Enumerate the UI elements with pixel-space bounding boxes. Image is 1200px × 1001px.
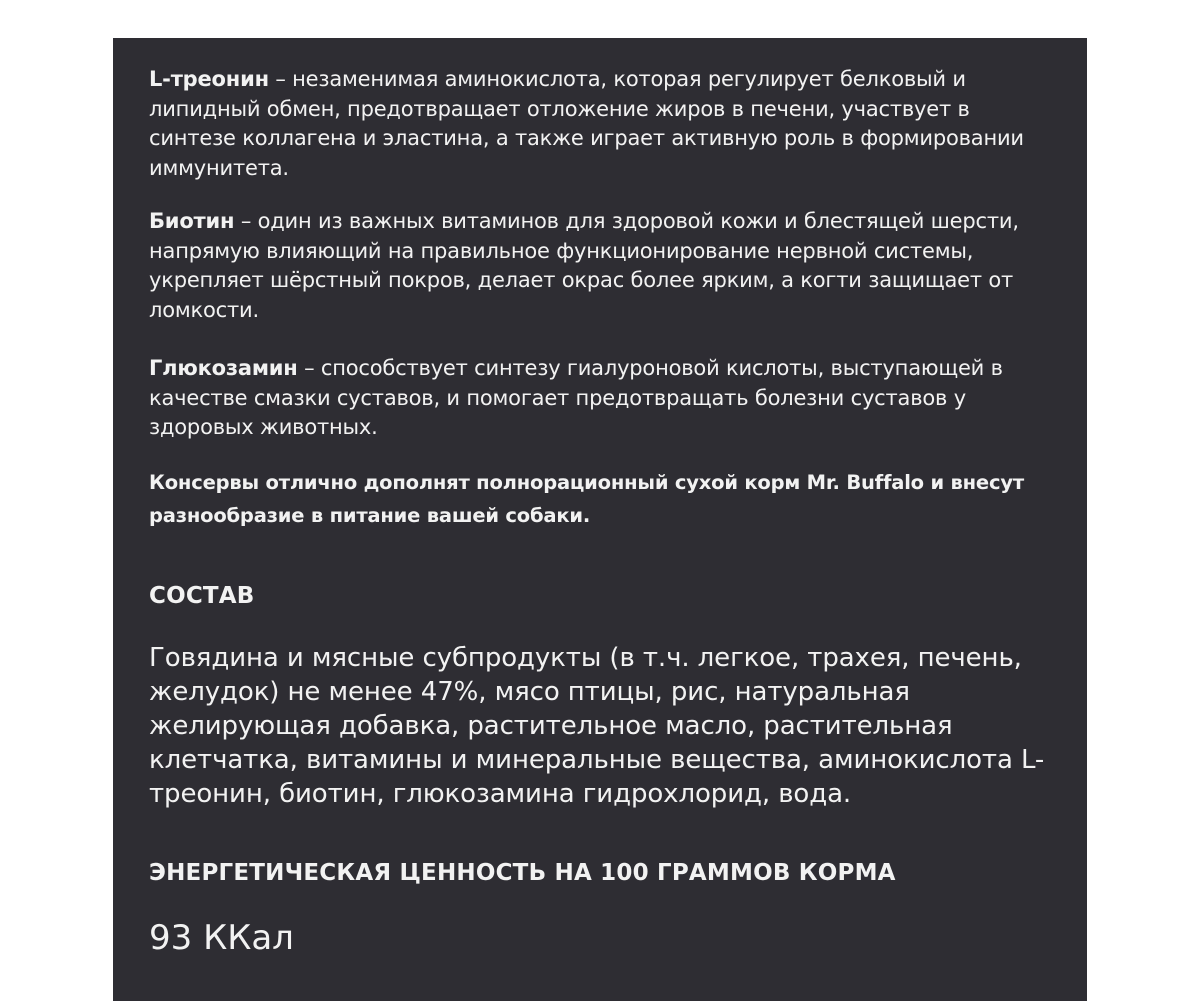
composition-text: Говядина и мясные субпродукты (в т.ч. легкое, трахея, печень, желудок) не менее 47%, мясо птицы, рис, натуральная желирующая добавка, растительное масло, растительная клетчатка, витамины и минеральные вещества, аминокислота L-треонин, биотин, глюкозамина гидрохлорид, вода. bbox=[149, 643, 1045, 809]
biotin-term: Биотин bbox=[149, 209, 235, 233]
glucosamine-term: Глюкозамин bbox=[149, 356, 298, 380]
threonine-paragraph bbox=[149, 65, 1049, 183]
highlight-paragraph: Консервы отлично дополнят полнорационный сухой корм Mr. Buffalo и внесут разнообразие в питание вашей собаки. bbox=[149, 471, 1024, 527]
glucosamine-description: – способствует синтезу гиалуроновой кислоты, выступающей в качестве смазки суставов, и помогает предотвращать болезни суставов у здоровых животных. bbox=[149, 356, 1003, 439]
threonine-term: L-треонин bbox=[149, 67, 269, 91]
energy-heading: ЭНЕРГЕТИЧЕСКАЯ ЦЕННОСТЬ НА 100 ГРАММОВ КОРМА bbox=[149, 860, 896, 886]
glucosamine-paragraph bbox=[149, 354, 1049, 443]
energy-value: 93 ККал bbox=[149, 918, 294, 958]
composition-heading: СОСТАВ bbox=[149, 583, 255, 609]
biotin-paragraph bbox=[149, 207, 1049, 325]
product-description-panel bbox=[113, 38, 1087, 1001]
threonine-description: – незаменимая аминокислота, которая регулирует белковый и липидный обмен, предотвращает отложение жиров в печени, участвует в синтезе коллагена и эластина, а также играет активную роль в формировании иммунитета. bbox=[149, 67, 1024, 180]
biotin-description: – один из важных витаминов для здоровой кожи и блестящей шерсти, напрямую влияющий на правильное функционирование нервной системы, укрепляет шёрстный покров, делает окрас более ярким, а когти защищает от ломкости. bbox=[149, 209, 1019, 322]
